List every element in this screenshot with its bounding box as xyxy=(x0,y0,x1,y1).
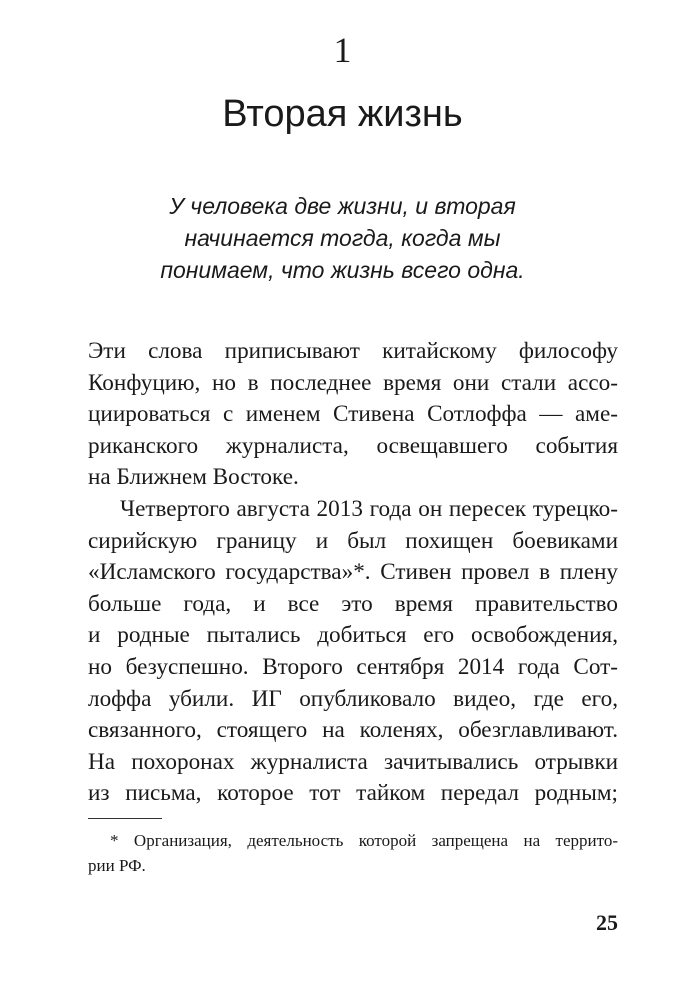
body-line: «Исламского государства»*. Стивен провел в плену xyxy=(88,559,618,586)
body-line: и родные пытались добиться его освобождения, xyxy=(88,622,618,649)
body-line: циироваться с именем Стивена Сотлоффа — аме- xyxy=(88,401,618,428)
body-line: на Ближнем Востоке. xyxy=(88,464,299,491)
body-line: лоффа убили. ИГ опубликовало видео, где его, xyxy=(88,685,618,712)
body-line: Конфуцию, но в последнее время они стали ассо- xyxy=(88,369,618,396)
footnote-divider xyxy=(88,818,162,819)
chapter-number: 1 xyxy=(333,30,352,70)
body-text xyxy=(88,336,618,810)
footnote xyxy=(88,828,618,878)
epigraph-line: понимаем, что жизнь всего одна. xyxy=(160,257,525,283)
epigraph-line: начинается тогда, когда мы xyxy=(184,225,501,251)
body-line: На похоронах журналиста зачитывались отрывки xyxy=(88,748,618,775)
body-line: Четвертого августа 2013 года он пересек турецко- xyxy=(120,495,618,522)
footnote-line: * Организация, деятельность которой запрещена на террито- xyxy=(110,831,618,850)
epigraph-line: У человека две жизни, и вторая xyxy=(169,193,516,219)
body-line: риканского журналиста, освещавшего события xyxy=(88,432,618,459)
body-line: сирийскую границу и был похищен боевиками xyxy=(88,527,618,554)
body-line: связанного, стоящего на коленях, обезглавливают. xyxy=(88,717,618,744)
body-line: но безуспешно. Второго сентября 2014 года Сот- xyxy=(88,653,618,680)
body-line: из письма, которое тот тайком передал родным; xyxy=(88,780,618,807)
footnote-line: рии РФ. xyxy=(88,856,146,875)
chapter-title: Вторая жизнь xyxy=(222,93,463,135)
body-line: больше года, и все это время правительство xyxy=(88,590,618,617)
epigraph xyxy=(90,190,595,286)
page-number: 25 xyxy=(596,910,618,935)
body-line: Эти слова приписывают китайскому философу xyxy=(88,338,618,364)
